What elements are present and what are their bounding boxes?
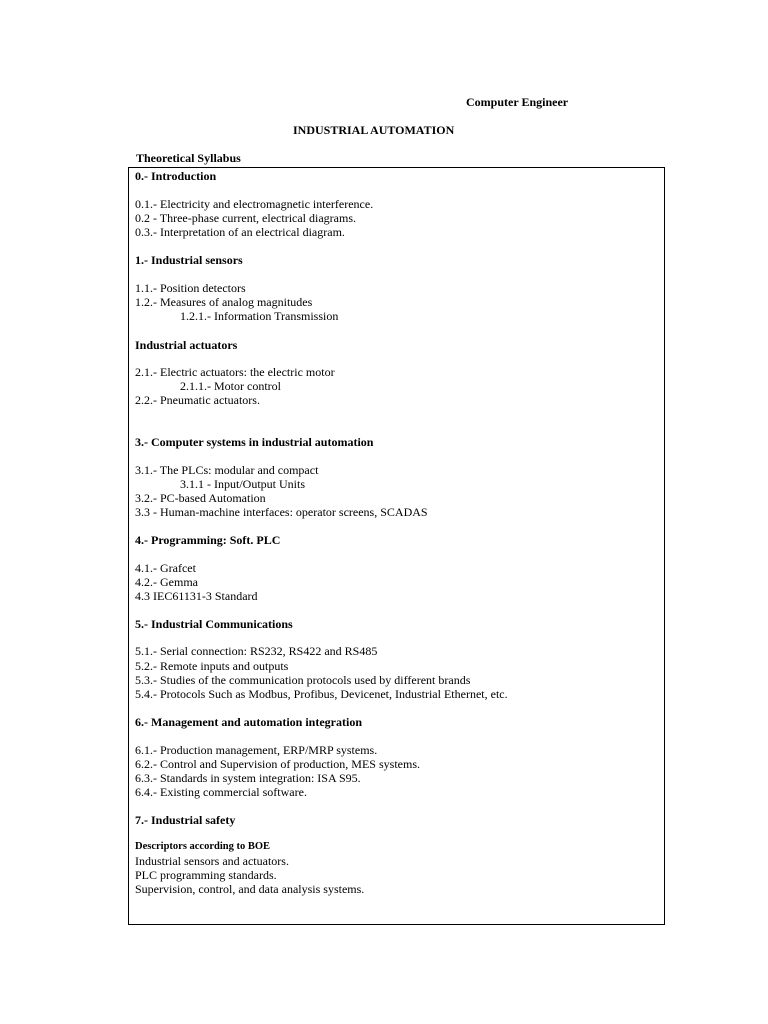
section-heading-industrial-safety: 7.- Industrial safety	[135, 813, 236, 827]
program-name: Computer Engineer	[466, 95, 569, 109]
descriptor-item: PLC programming standards.	[135, 868, 277, 882]
syllabus-item: 5.3.- Studies of the communication protocols used by different brands	[135, 673, 471, 687]
syllabus-subitem: 2.1.1.- Motor control	[180, 379, 281, 393]
section-heading-management-integration: 6.- Management and automation integration	[135, 715, 362, 729]
section-heading-industrial-actuators: Industrial actuators	[135, 338, 238, 352]
syllabus-item: 4.1.- Grafcet	[135, 561, 196, 575]
section-heading-programming: 4.- Programming: Soft. PLC	[135, 533, 281, 547]
syllabus-item: 3.1.- The PLCs: modular and compact	[135, 463, 319, 477]
syllabus-item: 5.4.- Protocols Such as Modbus, Profibus, Devicenet, Industrial Ethernet, etc.	[135, 687, 508, 701]
syllabus-item: 1.2.- Measures of analog magnitudes	[135, 295, 313, 309]
syllabus-item: 0.3.- Interpretation of an electrical diagram.	[135, 225, 345, 239]
syllabus-item: 6.2.- Control and Supervision of production, MES systems.	[135, 757, 420, 771]
descriptor-item: Industrial sensors and actuators.	[135, 854, 289, 868]
document-title: INDUSTRIAL AUTOMATION	[293, 123, 455, 137]
syllabus-item: 0.2 - Three-phase current, electrical diagrams.	[135, 211, 357, 225]
syllabus-item: 2.2.- Pneumatic actuators.	[135, 393, 260, 407]
syllabus-subitem: 1.2.1.- Information Transmission	[180, 309, 339, 323]
syllabus-item: 2.1.- Electric actuators: the electric motor	[135, 365, 335, 379]
descriptors-heading: Descriptors according to BOE	[135, 841, 271, 852]
syllabus-item: 3.3 - Human-machine interfaces: operator screens, SCADAS	[135, 505, 428, 519]
section-heading-introduction: 0.- Introduction	[135, 169, 217, 183]
syllabus-item: 5.1.- Serial connection: RS232, RS422 and RS485	[135, 644, 378, 658]
syllabus-item: 5.2.- Remote inputs and outputs	[135, 659, 289, 673]
syllabus-subitem: 3.1.1 - Input/Output Units	[180, 477, 305, 491]
syllabus-item: 3.2.- PC-based Automation	[135, 491, 266, 505]
syllabus-item: 4.3 IEC61131-3 Standard	[135, 589, 258, 603]
section-heading-computer-systems: 3.- Computer systems in industrial automation	[135, 435, 374, 449]
syllabus-item: 1.1.- Position detectors	[135, 281, 246, 295]
syllabus-item: 6.1.- Production management, ERP/MRP systems.	[135, 743, 378, 757]
syllabus-item: 0.1.- Electricity and electromagnetic interference.	[135, 197, 374, 211]
syllabus-item: 6.3.- Standards in system integration: ISA S95.	[135, 771, 361, 785]
section-heading-industrial-sensors: 1.- Industrial sensors	[135, 253, 243, 267]
syllabus-item: 4.2.- Gemma	[135, 575, 198, 589]
section-heading-industrial-communications: 5.- Industrial Communications	[135, 617, 293, 631]
descriptor-item: Supervision, control, and data analysis systems.	[135, 882, 365, 896]
syllabus-item: 6.4.- Existing commercial software.	[135, 785, 307, 799]
syllabus-label: Theoretical Syllabus	[136, 151, 241, 165]
